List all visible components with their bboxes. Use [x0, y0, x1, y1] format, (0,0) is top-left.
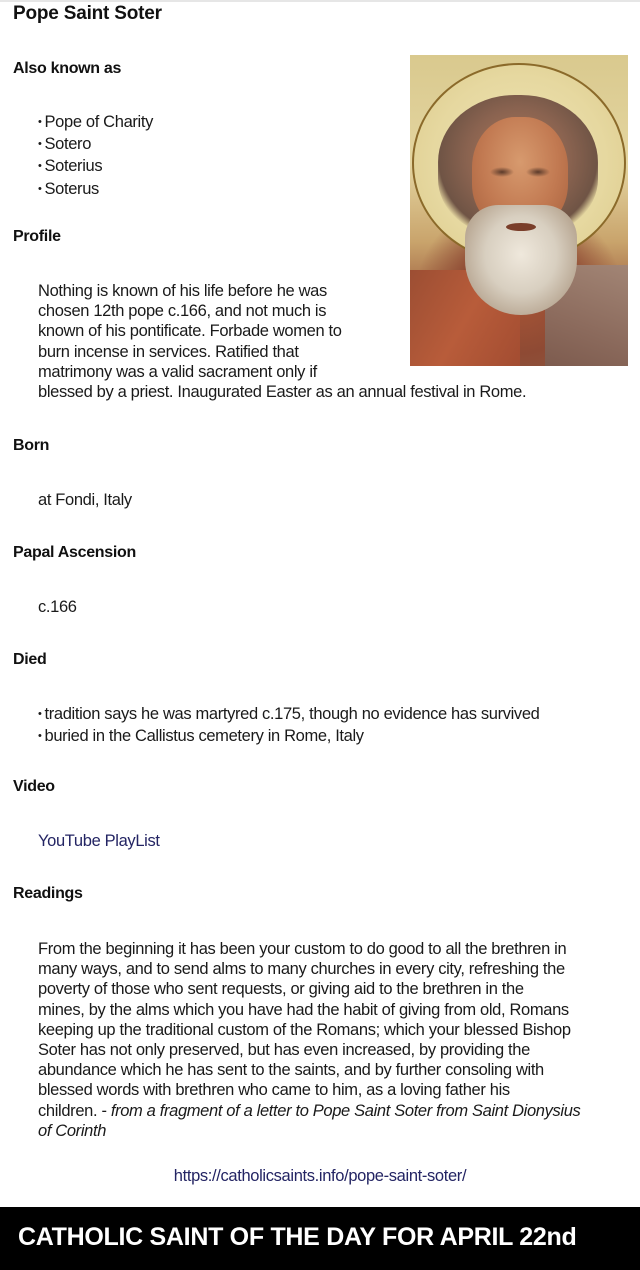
mouth-shape	[506, 223, 536, 231]
list-item	[38, 179, 153, 201]
source-link-row	[0, 1167, 640, 1186]
died-item-text: buried in the Callistus cemetery in Rome, Italy	[44, 727, 364, 746]
profile-line: matrimony was a valid sacrament only if	[38, 362, 317, 381]
reading-line: blessed words with brethren who came to him, as a loving father his	[38, 1081, 510, 1100]
list-item	[38, 112, 153, 134]
born-text: at Fondi, Italy	[38, 491, 132, 509]
heading-papal-ascension: Papal Ascension	[13, 544, 136, 561]
list-item	[38, 726, 638, 748]
page-title: Pope Saint Soter	[13, 3, 162, 24]
profile-line: chosen 12th pope c.166, and not much is	[38, 302, 327, 321]
heading-video: Video	[13, 778, 55, 795]
list-item	[38, 156, 153, 178]
heading-died: Died	[13, 651, 47, 668]
reading-attribution: of Corinth	[38, 1121, 107, 1140]
reading-line: keeping up the traditional custom of the Romans; which your blessed Bishop	[38, 1020, 571, 1039]
heading-born: Born	[13, 437, 50, 454]
reading-line: Soter has not only preserved, but has even increased, by providing the	[38, 1041, 530, 1060]
profile-line: burn incense in services. Ratified that	[38, 342, 299, 361]
papal-ascension-text: c.166	[38, 598, 77, 616]
alias-text: Pope of Charity	[44, 113, 153, 131]
died-item-text: tradition says he was martyred c.175, though no evidence has survived	[44, 705, 540, 723]
alias-text: Soterius	[44, 157, 103, 176]
eyes-shape	[484, 167, 556, 177]
reading-line	[38, 1101, 638, 1121]
died-list	[38, 704, 638, 748]
profile-line: Nothing is known of his life before he was	[38, 282, 327, 300]
reading-line: many ways, and to send alms to many churches in every city, refreshing the	[38, 960, 565, 979]
heading-also-known-as: Also known as	[13, 60, 122, 77]
heading-profile: Profile	[13, 228, 61, 245]
readings-text	[38, 939, 638, 1141]
reading-text: children. -	[38, 1101, 111, 1120]
reading-line: poverty of those who sent requests, or giving aid to the brethren in the	[38, 980, 524, 999]
profile-text	[38, 281, 638, 402]
top-divider	[0, 0, 640, 2]
saint-of-the-day-banner: CATHOLIC SAINT OF THE DAY FOR APRIL 22nd	[0, 1207, 640, 1270]
reading-line: abundance which he has sent to the saints, and by further consoling with	[38, 1061, 544, 1080]
reading-attribution: from a fragment of a letter to Pope Saint Soter from Saint Dionysius	[110, 1101, 581, 1120]
reading-line: From the beginning it has been your custom to do good to all the brethren in	[38, 940, 567, 958]
list-item	[38, 704, 638, 726]
reading-line: mines, by the alms which you have had the habit of giving from old, Romans	[38, 1000, 569, 1019]
list-item	[38, 134, 153, 156]
source-url-link[interactable]: https://catholicsaints.info/pope-saint-soter/	[173, 1167, 467, 1185]
alias-text: Soterus	[44, 179, 99, 198]
heading-readings: Readings	[13, 885, 83, 902]
alias-text: Sotero	[44, 135, 92, 154]
youtube-playlist-link[interactable]: YouTube PlayList	[38, 832, 160, 850]
profile-line: known of his pontificate. Forbade women to	[38, 322, 342, 341]
profile-line: blessed by a priest. Inaugurated Easter as an annual festival in Rome.	[38, 383, 527, 402]
also-known-as-list	[38, 112, 153, 201]
